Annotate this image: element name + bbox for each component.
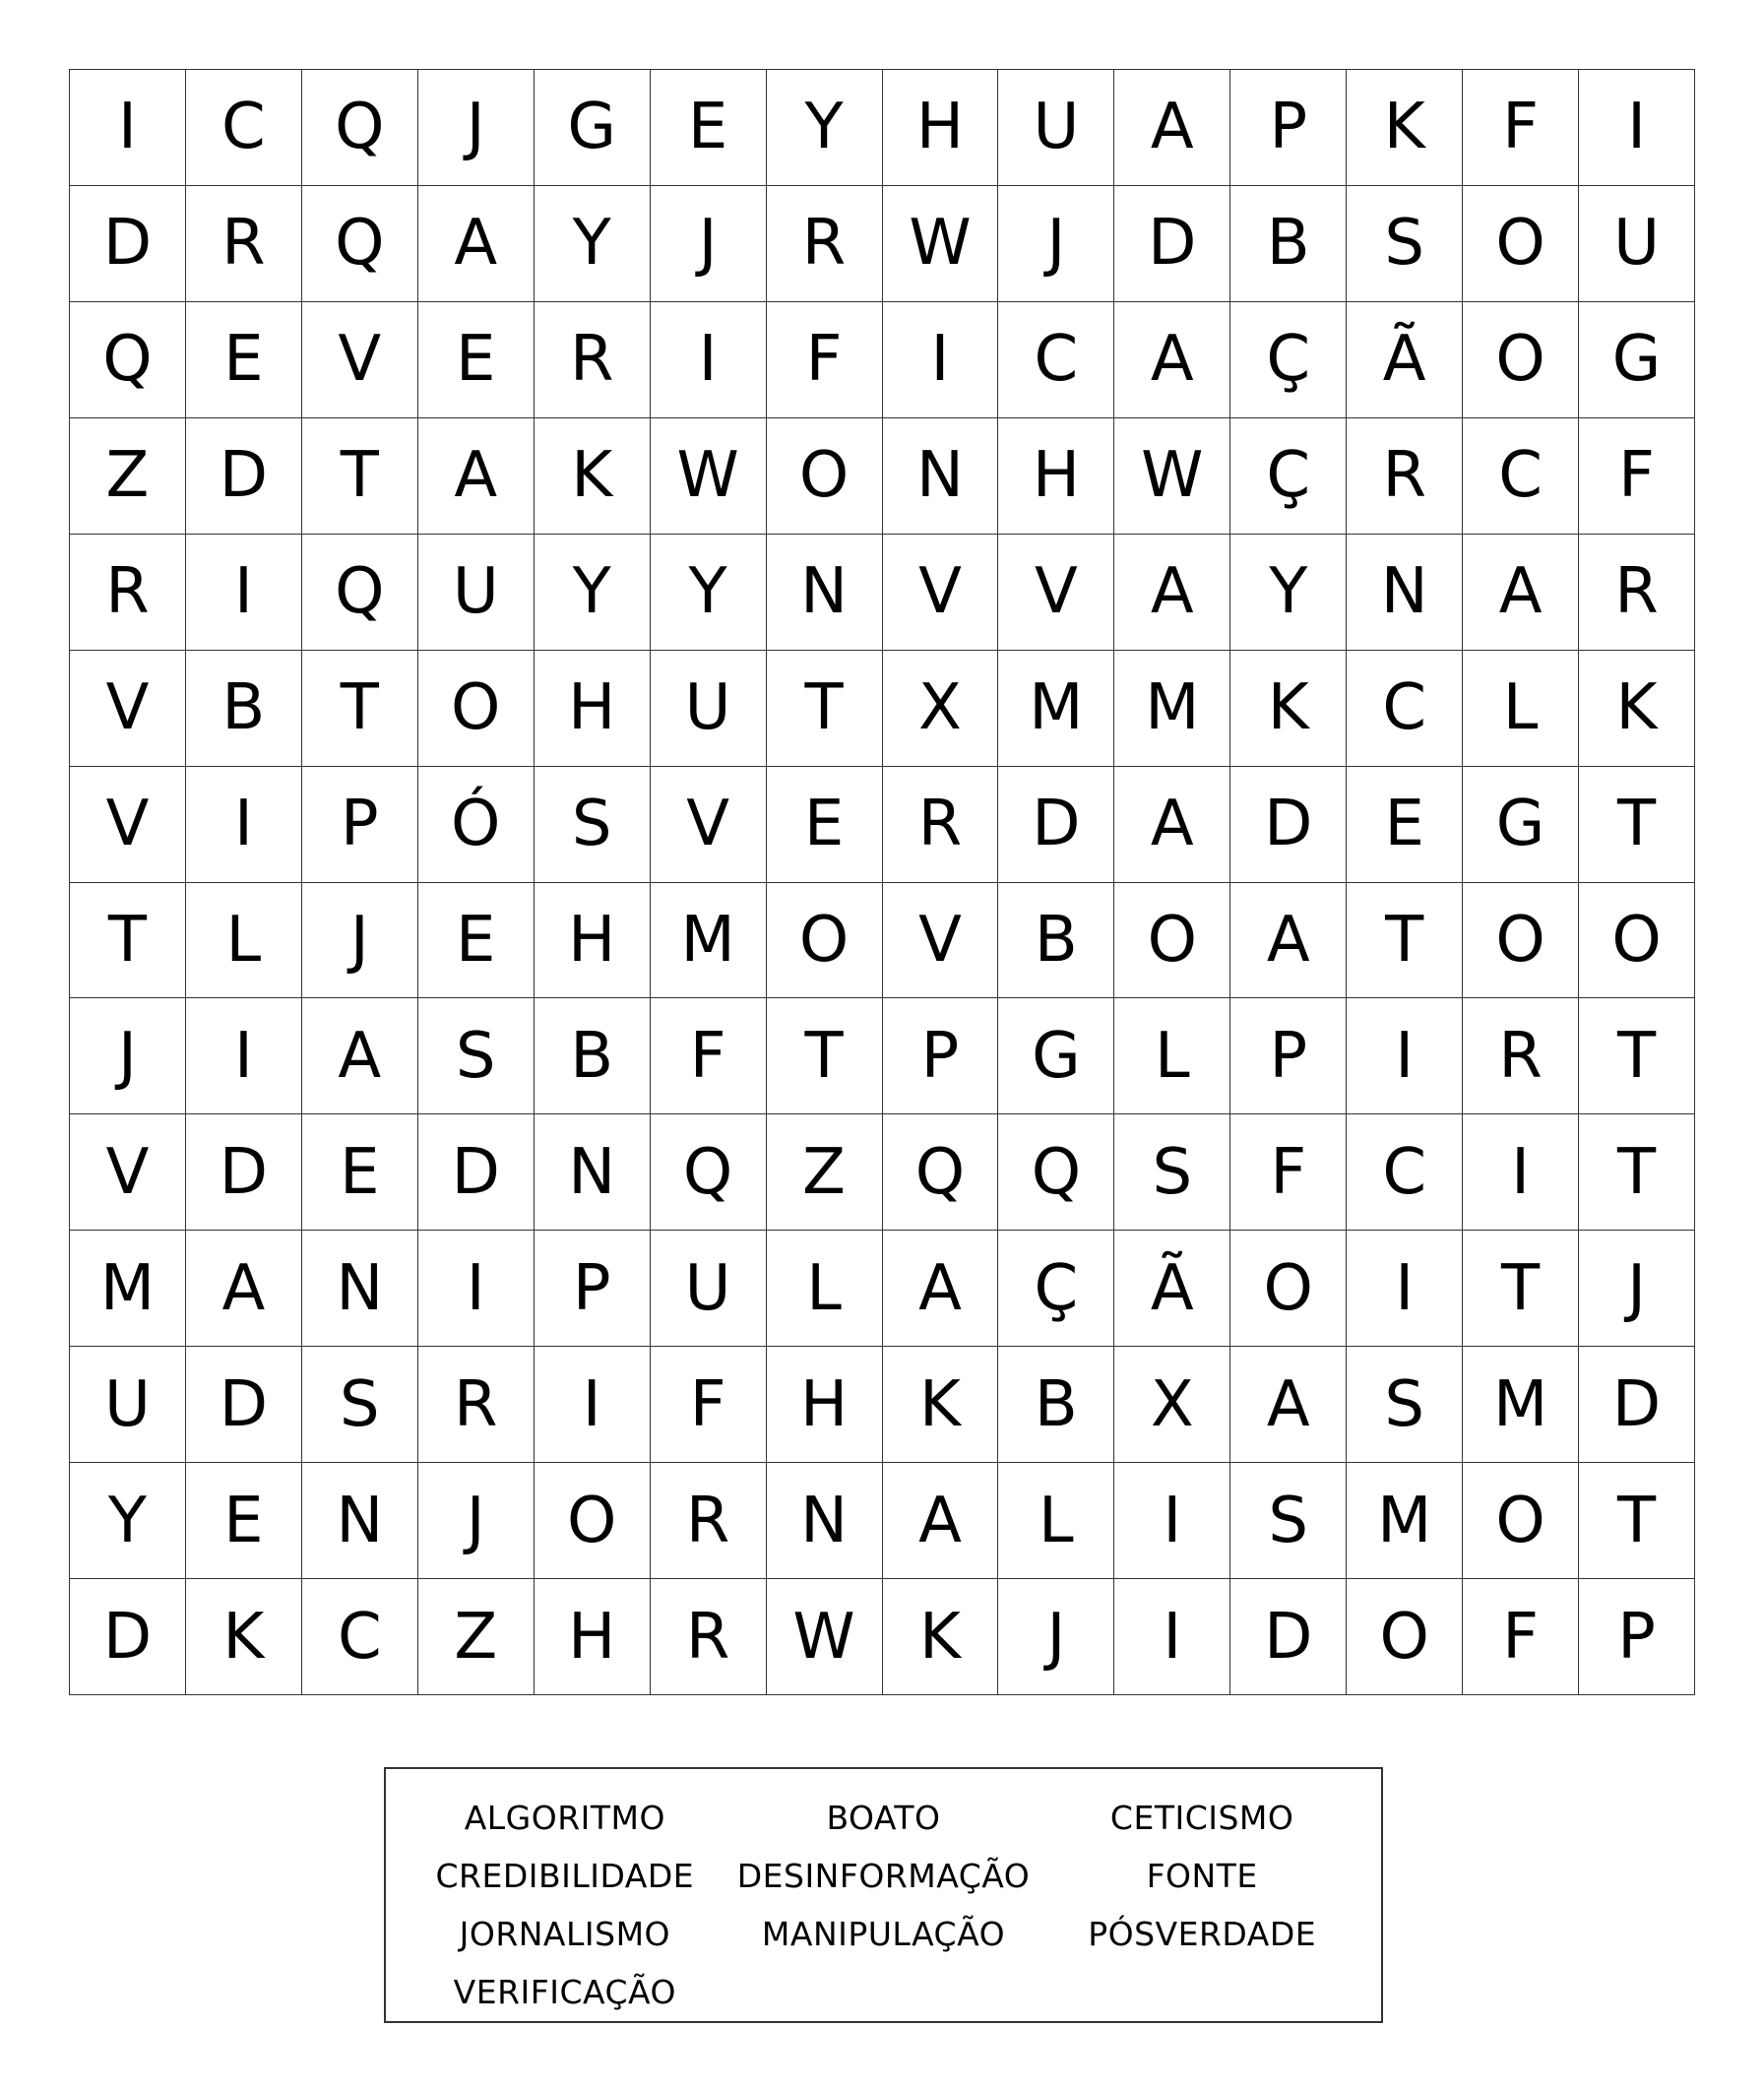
grid-cell[interactable]: K [1579,651,1695,767]
grid-cell[interactable]: B [998,1347,1114,1463]
grid-cell[interactable]: I [1347,1231,1463,1347]
grid-cell[interactable]: M [1114,651,1230,767]
grid-cell[interactable]: J [998,1579,1114,1695]
grid-cell[interactable]: Q [883,1114,999,1231]
grid-cell[interactable]: P [1230,70,1347,186]
grid-cell[interactable]: D [1579,1347,1695,1463]
grid-cell[interactable]: M [1463,1347,1579,1463]
grid-cell[interactable]: L [1463,651,1579,767]
grid-cell[interactable]: C [302,1579,418,1695]
grid-cell[interactable]: E [186,302,302,418]
grid-cell[interactable]: A [1114,535,1230,651]
grid-cell[interactable]: K [1347,70,1463,186]
word-bank [384,1767,1383,2023]
grid-cell[interactable]: B [535,998,651,1114]
grid-cell[interactable]: E [1347,767,1463,883]
grid-cell[interactable]: M [1347,1463,1463,1579]
grid-cell[interactable]: L [767,1231,883,1347]
word-bank-item: VERIFICAÇÃO [453,1973,676,2011]
grid-cell[interactable]: K [883,1579,999,1695]
grid-cell[interactable]: R [1347,418,1463,535]
grid-cell[interactable]: D [186,1114,302,1231]
grid-cell[interactable]: I [186,998,302,1114]
grid-cell[interactable]: Ã [1114,1231,1230,1347]
grid-cell[interactable]: H [535,651,651,767]
grid-cell[interactable]: P [883,998,999,1114]
grid-cell[interactable]: S [1347,186,1463,302]
word-bank-item: JORNALISMO [459,1915,671,1953]
grid-cell[interactable]: Y [767,70,883,186]
grid-cell[interactable]: Q [998,1114,1114,1231]
grid-cell[interactable]: T [1579,1463,1695,1579]
grid-cell[interactable]: H [883,70,999,186]
grid-cell[interactable]: Z [418,1579,535,1695]
grid-cell[interactable]: F [1463,70,1579,186]
grid-cell[interactable]: E [651,70,767,186]
grid-cell[interactable]: R [883,767,999,883]
grid-cell[interactable]: A [883,1231,999,1347]
grid-cell[interactable]: D [418,1114,535,1231]
grid-cell[interactable]: T [767,651,883,767]
grid-cell[interactable]: Y [70,1463,186,1579]
grid-cell[interactable]: J [70,998,186,1114]
grid-cell[interactable]: V [70,651,186,767]
grid-cell[interactable]: E [302,1114,418,1231]
grid-cell[interactable]: G [998,998,1114,1114]
grid-cell[interactable]: D [1230,1579,1347,1695]
grid-cell[interactable]: F [651,1347,767,1463]
grid-cell[interactable]: A [1114,767,1230,883]
grid-cell[interactable]: L [1114,998,1230,1114]
grid-cell[interactable]: W [651,418,767,535]
grid-cell[interactable]: Ó [418,767,535,883]
grid-cell[interactable]: I [1579,70,1695,186]
word-bank-item: CETICISMO [1109,1799,1294,1837]
grid-cell[interactable]: O [535,1463,651,1579]
grid-cell[interactable]: H [767,1347,883,1463]
grid-cell[interactable]: K [883,1347,999,1463]
grid-cell[interactable]: D [1114,186,1230,302]
grid-cell[interactable]: I [186,535,302,651]
grid-cell[interactable]: V [883,883,999,999]
grid-cell[interactable]: O [1114,883,1230,999]
grid-cell[interactable]: T [1579,1114,1695,1231]
grid-cell[interactable]: K [535,418,651,535]
grid-cell[interactable]: Ç [998,1231,1114,1347]
grid-cell[interactable]: P [535,1231,651,1347]
grid-cell[interactable]: Z [70,418,186,535]
grid-cell[interactable]: N [535,1114,651,1231]
grid-cell[interactable]: E [186,1463,302,1579]
grid-cell[interactable]: J [418,70,535,186]
grid-cell[interactable]: Q [651,1114,767,1231]
grid-cell[interactable]: T [1463,1231,1579,1347]
grid-cell[interactable]: D [70,186,186,302]
grid-cell[interactable]: P [1579,1579,1695,1695]
grid-cell[interactable]: G [1579,302,1695,418]
grid-cell[interactable]: J [418,1463,535,1579]
grid-cell[interactable]: F [1230,1114,1347,1231]
grid-cell[interactable]: I [535,1347,651,1463]
grid-cell[interactable]: X [883,651,999,767]
grid-cell[interactable]: U [998,70,1114,186]
grid-cell[interactable]: E [418,883,535,999]
grid-cell[interactable]: A [1230,1347,1347,1463]
grid-cell[interactable]: Y [651,535,767,651]
grid-cell[interactable]: R [1579,535,1695,651]
grid-cell[interactable]: R [651,1579,767,1695]
grid-cell[interactable]: A [1114,70,1230,186]
grid-cell[interactable]: F [651,998,767,1114]
grid-cell[interactable]: G [535,70,651,186]
grid-cell[interactable]: J [998,186,1114,302]
grid-cell[interactable]: S [302,1347,418,1463]
grid-cell[interactable]: I [1114,1579,1230,1695]
grid-cell[interactable]: R [418,1347,535,1463]
grid-cell[interactable]: O [767,883,883,999]
grid-cell[interactable]: D [186,418,302,535]
grid-cell[interactable]: O [1463,1463,1579,1579]
grid-cell[interactable]: N [302,1463,418,1579]
grid-cell[interactable]: A [1463,535,1579,651]
grid-cell[interactable]: F [1579,418,1695,535]
word-search-grid [69,69,1695,1695]
grid-cell[interactable]: O [1463,302,1579,418]
grid-cell[interactable]: Y [1230,535,1347,651]
grid-cell[interactable]: Ç [1230,302,1347,418]
grid-cell[interactable]: U [651,651,767,767]
grid-cell[interactable]: Ç [1230,418,1347,535]
grid-cell[interactable]: V [998,535,1114,651]
grid-cell[interactable]: V [883,535,999,651]
grid-cell[interactable]: W [767,1579,883,1695]
grid-cell[interactable]: O [1463,883,1579,999]
grid-cell[interactable]: C [186,70,302,186]
grid-cell[interactable]: E [418,302,535,418]
grid-cell[interactable]: M [651,883,767,999]
grid-cell[interactable]: C [998,302,1114,418]
grid-cell[interactable]: I [418,1231,535,1347]
grid-cell[interactable]: W [1114,418,1230,535]
grid-cell[interactable]: B [186,651,302,767]
grid-cell[interactable]: A [883,1463,999,1579]
grid-cell[interactable]: Y [535,535,651,651]
grid-cell[interactable]: V [70,1114,186,1231]
grid-cell[interactable]: H [998,418,1114,535]
grid-cell[interactable]: L [186,883,302,999]
grid-cell[interactable]: O [1230,1231,1347,1347]
grid-cell[interactable]: Q [70,302,186,418]
grid-cell[interactable]: L [998,1463,1114,1579]
grid-cell[interactable]: I [1347,998,1463,1114]
grid-cell[interactable]: H [535,883,651,999]
grid-cell[interactable]: A [418,418,535,535]
grid-cell[interactable]: D [1230,767,1347,883]
word-bank-item: MANIPULAÇÃO [761,1915,1006,1953]
grid-cell[interactable]: P [302,767,418,883]
grid-cell[interactable]: M [70,1231,186,1347]
grid-cell[interactable]: G [1463,767,1579,883]
grid-cell[interactable]: R [186,186,302,302]
word-bank-item: PÓSVERDADE [1088,1915,1317,1953]
grid-cell[interactable]: T [1347,883,1463,999]
grid-cell[interactable]: S [1347,1347,1463,1463]
word-bank-item: DESINFORMAÇÃO [736,1857,1031,1895]
grid-cell[interactable]: Ã [1347,302,1463,418]
grid-cell[interactable]: U [1579,186,1695,302]
grid-cell[interactable]: S [418,998,535,1114]
grid-cell[interactable]: J [1579,1231,1695,1347]
grid-cell[interactable]: I [70,70,186,186]
grid-cell[interactable]: T [302,418,418,535]
grid-cell[interactable]: R [1463,998,1579,1114]
grid-cell[interactable]: O [1463,186,1579,302]
grid-cell[interactable]: F [767,302,883,418]
grid-cell[interactable]: T [302,651,418,767]
grid-cell[interactable]: Y [535,186,651,302]
grid-cell[interactable]: A [186,1231,302,1347]
grid-cell[interactable]: Z [767,1114,883,1231]
grid-cell[interactable]: X [1114,1347,1230,1463]
grid-cell[interactable]: U [651,1231,767,1347]
grid-cell[interactable]: I [186,767,302,883]
grid-cell[interactable]: K [186,1579,302,1695]
grid-cell[interactable]: U [70,1347,186,1463]
grid-cell[interactable]: E [767,767,883,883]
grid-cell[interactable]: C [1347,651,1463,767]
grid-cell[interactable]: O [767,418,883,535]
grid-cell[interactable]: D [70,1579,186,1695]
grid-cell[interactable]: A [302,998,418,1114]
grid-cell[interactable]: T [1579,998,1695,1114]
grid-cell[interactable]: N [302,1231,418,1347]
grid-cell[interactable]: V [651,767,767,883]
grid-cell[interactable]: J [302,883,418,999]
grid-cell[interactable]: R [767,186,883,302]
grid-cell[interactable]: P [1230,998,1347,1114]
grid-cell[interactable]: U [418,535,535,651]
grid-cell[interactable]: K [1230,651,1347,767]
grid-cell[interactable]: C [1463,418,1579,535]
grid-cell[interactable]: I [883,302,999,418]
grid-cell[interactable]: R [70,535,186,651]
grid-cell[interactable]: O [1347,1579,1463,1695]
grid-cell[interactable]: J [651,186,767,302]
word-bank-item: CREDIBILIDADE [435,1857,695,1895]
grid-cell[interactable]: R [651,1463,767,1579]
grid-cell[interactable]: S [535,767,651,883]
grid-cell[interactable]: D [186,1347,302,1463]
grid-cell[interactable]: Q [302,70,418,186]
grid-cell[interactable]: O [1579,883,1695,999]
grid-cell[interactable]: A [1230,883,1347,999]
grid-cell[interactable]: O [418,651,535,767]
grid-cell[interactable]: R [535,302,651,418]
grid-cell[interactable]: S [1230,1463,1347,1579]
grid-cell[interactable]: Q [302,186,418,302]
grid-cell[interactable]: H [535,1579,651,1695]
grid-cell[interactable]: N [767,535,883,651]
grid-cell[interactable]: N [883,418,999,535]
grid-cell[interactable]: D [998,767,1114,883]
grid-cell[interactable]: B [998,883,1114,999]
grid-cell[interactable]: T [767,998,883,1114]
grid-cell[interactable]: I [1463,1114,1579,1231]
grid-cell[interactable]: C [1347,1114,1463,1231]
grid-cell[interactable]: B [1230,186,1347,302]
grid-cell[interactable]: A [1114,302,1230,418]
grid-cell[interactable]: W [883,186,999,302]
grid-cell[interactable]: V [302,302,418,418]
grid-cell[interactable]: S [1114,1114,1230,1231]
grid-cell[interactable]: T [1579,767,1695,883]
grid-cell[interactable]: N [1347,535,1463,651]
grid-cell[interactable]: I [651,302,767,418]
grid-cell[interactable]: T [70,883,186,999]
grid-cell[interactable]: N [767,1463,883,1579]
grid-cell[interactable]: A [418,186,535,302]
grid-cell[interactable]: Q [302,535,418,651]
word-bank-item: FONTE [1146,1857,1258,1895]
word-bank-item: BOATO [826,1799,941,1837]
grid-cell[interactable]: I [1114,1463,1230,1579]
grid-cell[interactable]: M [998,651,1114,767]
word-bank-item: ALGORITMO [464,1799,665,1837]
grid-cell[interactable]: V [70,767,186,883]
grid-cell[interactable]: F [1463,1579,1579,1695]
